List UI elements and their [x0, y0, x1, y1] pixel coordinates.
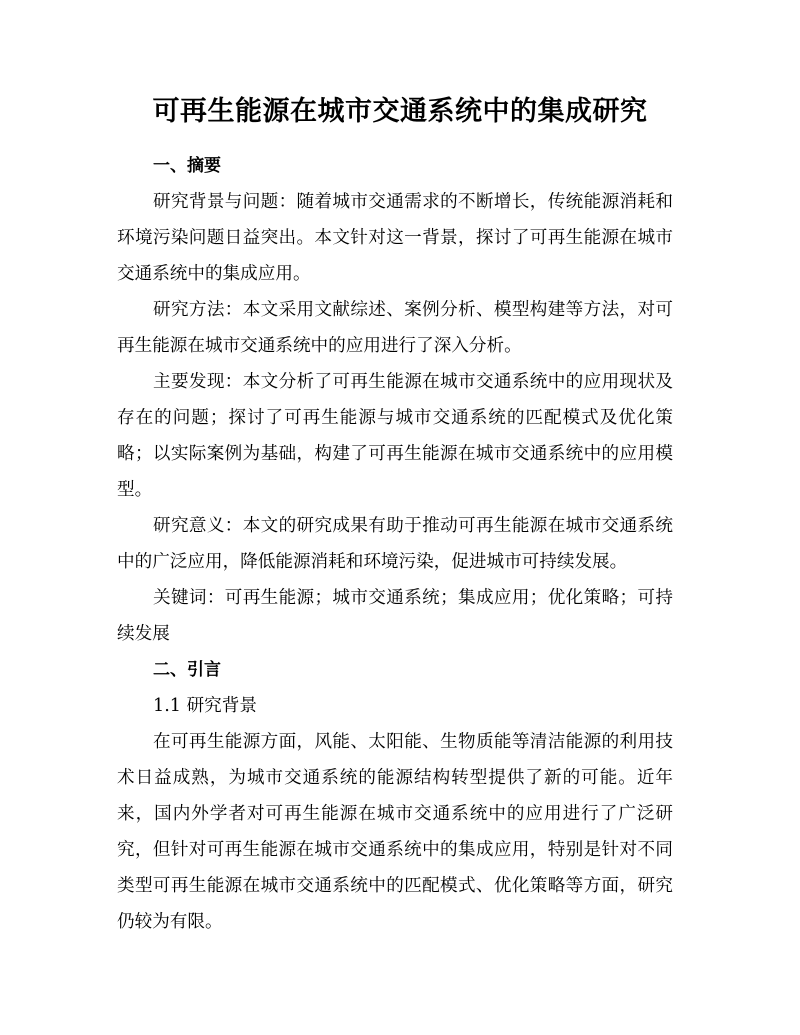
abstract-background-paragraph: 研究背景与问题：随着城市交通需求的不断增长，传统能源消耗和环境污染问题日益突出。本文针对这一背景，探讨了可再生能源在城市交通系统中的集成应用。	[117, 192, 673, 284]
document-body	[117, 148, 673, 940]
abstract-significance-paragraph: 研究意义：本文的研究成果有助于推动可再生能源在城市交通系统中的广泛应用，降低能源消耗和环境污染，促进城市可持续发展。	[117, 516, 673, 572]
document-title: 可再生能源在城市交通系统中的集成研究	[152, 96, 648, 127]
section-heading-introduction: 二、引言	[153, 660, 221, 680]
keywords-paragraph: 关键词：可再生能源；城市交通系统；集成应用；优化策略；可持续发展	[117, 588, 673, 644]
abstract-findings-paragraph: 主要发现：本文分析了可再生能源在城市交通系统中的应用现状及存在的问题；探讨了可再生能源与城市交通系统的匹配模式及优化策略；以实际案例为基础，构建了可再生能源在城市交通系统中的应用模型。	[117, 372, 673, 500]
abstract-method-paragraph: 研究方法：本文采用文献综述、案例分析、模型构建等方法，对可再生能源在城市交通系统中的应用进行了深入分析。	[117, 300, 673, 356]
subsection-heading-background: 1.1 研究背景	[153, 696, 257, 716]
section-heading-abstract: 一、摘要	[153, 156, 221, 176]
introduction-background-paragraph: 在可再生能源方面，风能、太阳能、生物质能等清洁能源的利用技术日益成熟，为城市交通系统的能源结构转型提供了新的可能。近年来，国内外学者对可再生能源在城市交通系统中的应用进行了广泛研究，但针对可再生能源在城市交通系统中的集成应用，特别是针对不同类型可再生能源在城市交通系统中的匹配模式、优化策略等方面，研究仍较为有限。	[117, 732, 673, 932]
